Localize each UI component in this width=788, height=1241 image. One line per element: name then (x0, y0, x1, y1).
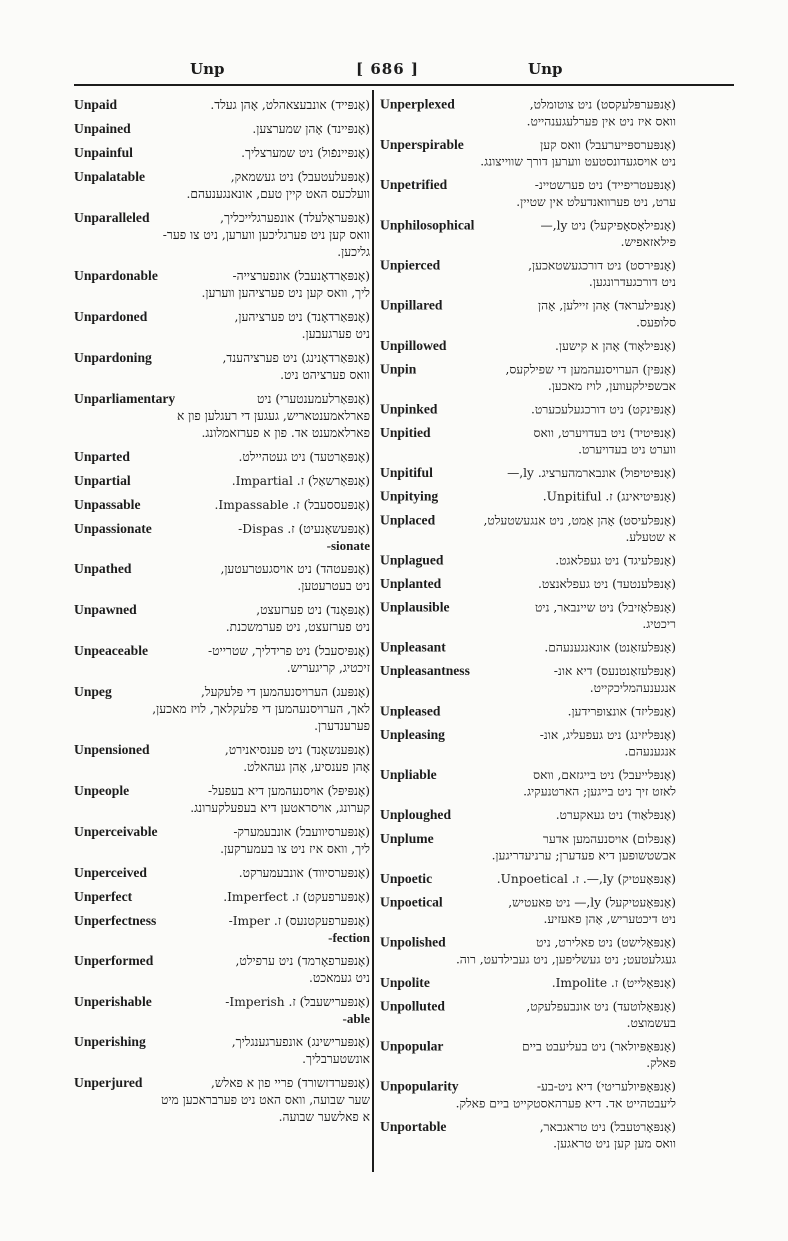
entry-first-line (74, 823, 370, 841)
entry-gloss: (אָנפּאָפּיולאר) ניט בעליעבט ביים (522, 1039, 676, 1054)
dictionary-entry (74, 741, 370, 776)
entry-first-line (380, 96, 676, 114)
entry-first-line (74, 308, 370, 326)
entry-first-line (74, 601, 370, 619)
entry-gloss: (אָנפּאָלייט) ז. Impolite. (551, 976, 676, 990)
entry-gloss: (אָנפּיפּל) אויסנעהמען דיא בעפעל- (208, 784, 370, 798)
entry-first-line (74, 560, 370, 578)
entry-gloss: (אָנפּאָעטיק) ly,—. ז. Unpoetical. (496, 872, 676, 886)
entry-first-line (74, 952, 370, 970)
dictionary-entry (74, 782, 370, 817)
entry-gloss: (אָנפּערפעקטנעס) ז. Imper- (228, 914, 370, 928)
dictionary-entry (74, 520, 370, 554)
dictionary-entry (74, 96, 370, 114)
running-head-right: Unp (528, 60, 563, 78)
headword: Unpillowed (380, 338, 447, 353)
entry-definition-line: פאלק. (646, 1056, 676, 1071)
dictionary-entry (74, 308, 370, 343)
entry-gloss: (אָנפּעלעטעבל) ניט געשמאק, (230, 170, 370, 184)
entry-definition-line: ניט דורכגעדרונגען. (588, 275, 676, 290)
dictionary-entry (380, 974, 676, 992)
entry-definition-line: לאך, הערויסנעהמען די פלעקלאך, לויז מאכען, (152, 702, 370, 716)
dictionary-entry (380, 464, 676, 482)
entry-first-line (74, 168, 370, 186)
entry-gloss: (אָנפּיסעבל) ניט פרידליך, שטרייט- (208, 644, 370, 658)
entry-first-line (380, 337, 676, 355)
entry-definition-line: ליך, וואס איז ניט צו בעמערקען. (220, 842, 370, 856)
dictionary-entry (380, 96, 676, 130)
entry-gloss: (אָנפּלאַוד) ניט געאקערט. (555, 808, 676, 823)
entry-first-line (380, 830, 676, 848)
entry-gloss: (אָנפּערספּייערעבל) וואס קען (540, 138, 676, 152)
entry-gloss: (אָנפּאָלישט) ניט פאלירט, ניט (536, 935, 676, 950)
entry-definition-line: ליעבטהייט אד. דיא פערהאסטקייט ביים פאלק. (455, 1096, 676, 1111)
entry-gloss: (אָנפּאָעטיקעל) ly,— ניט פאעטיש, (508, 895, 676, 910)
entry-gloss: (אָנפּאַרדאָנד) ניט פערציהען, (234, 310, 370, 324)
headword: Unpliable (380, 767, 437, 782)
dictionary-entry (380, 424, 676, 458)
entry-definition-line: אָהן פענסיע, אָהן געהאלט. (243, 760, 370, 774)
dictionary-entry (74, 1074, 370, 1126)
headword: Unplume (380, 831, 434, 846)
entry-first-line (380, 361, 676, 379)
entry-definition-line: פילאזאפיש. (620, 235, 676, 249)
dictionary-entry (380, 512, 676, 546)
entry-first-line (74, 120, 370, 138)
dictionary-entry (74, 267, 370, 302)
entry-gloss: (אָנפּיינפֿול) ניט שמערצליך. (241, 146, 370, 160)
entry-definition-line: אונשטערבליך. (302, 1052, 370, 1066)
headword: Unperishable (74, 994, 152, 1009)
headword: Unpitying (380, 488, 439, 504)
entry-first-line (380, 424, 676, 442)
dictionary-entry (380, 401, 676, 419)
entry-gloss: (אָנפּיטיפול) אונבארמהערציג. ly,— (507, 466, 676, 481)
headword: Unpardoning (74, 350, 152, 365)
entry-first-line (380, 870, 676, 888)
entry-gloss: (אָנפילאָסאָפיקעל) ניט ly,— (540, 218, 676, 233)
headword: Unpillared (380, 297, 443, 313)
entry-gloss: (אָנפּלייעבל) ניט בייגזאם, וואס (533, 768, 676, 782)
dictionary-entry (380, 998, 676, 1032)
entry-gloss: (אָנפּאָפּיולעריטי) דיא ניט-בע- (536, 1079, 676, 1094)
entry-first-line (74, 520, 370, 538)
entry-definition-line: געגלעטעט; ניט געשליפען, ניט געבילדעט, רוה. (455, 952, 676, 967)
dictionary-entry (380, 337, 676, 355)
entry-first-line (74, 912, 370, 930)
entry-first-line (380, 934, 676, 952)
entry-first-line (74, 1033, 370, 1051)
headword: Unpardonable (74, 268, 158, 283)
entry-first-line (380, 639, 676, 657)
headword: Unploughed (380, 807, 452, 823)
headword: Unpainful (74, 145, 133, 160)
dictionary-entry (380, 552, 676, 570)
dictionary-entry (74, 993, 370, 1027)
entry-definition-line: פארלאמענטאריש, געגען די רעגלען פון א (176, 409, 370, 423)
dictionary-entry (380, 257, 676, 291)
dictionary-entry (74, 472, 370, 490)
entry-first-line (74, 448, 370, 466)
entry-gloss: (אָנפּליזד) אונצופרידען. (567, 704, 676, 719)
entry-definition-line: זיכטיג, קריגעריש. (286, 661, 370, 675)
entry-first-line (380, 1038, 676, 1056)
entry-first-line (74, 888, 370, 906)
entry-first-line (380, 1078, 676, 1096)
column-divider (372, 90, 374, 1172)
entry-definition-line: שער שבועה, וואס האט ניט פערבראכען מיט (160, 1093, 370, 1107)
entry-definition-line: ליך, וואס קען ניט פערציהען ווערען. (201, 286, 370, 300)
dictionary-entry (380, 488, 676, 506)
entry-gloss: (אָנפּיטיאינג) ז. Unpitiful. (542, 489, 676, 504)
dictionary-entry (380, 726, 676, 760)
headword: Unpetrified (380, 177, 448, 193)
entry-definition-line: ניט פערזעצט, ניט פערמשכנת. (225, 620, 370, 634)
dictionary-entry (380, 599, 676, 633)
headword: Unpleased (380, 703, 441, 719)
entry-first-line (74, 782, 370, 800)
entry-first-line (380, 401, 676, 419)
entry-first-line (380, 894, 676, 912)
dictionary-entry (380, 934, 676, 968)
entry-gloss: (אָנפּילאָוד) אָהן א קישען. (555, 339, 676, 353)
headword: Unphilosophical (380, 217, 475, 233)
entry-first-line (380, 176, 676, 194)
entry-gloss: (אָנפּיטיד) ניט בעדויערט, וואס (533, 426, 676, 440)
entry-first-line (74, 1074, 370, 1092)
entry-gloss: (אָנפּילעראד) אָהן זיילען, אָהן (538, 298, 676, 313)
entry-first-line (380, 807, 676, 825)
entry-definition-line: גליכען. (337, 245, 370, 259)
entry-first-line (74, 496, 370, 514)
entry-first-line (74, 683, 370, 701)
entry-first-line (380, 662, 676, 680)
dictionary-entry (74, 888, 370, 906)
headword: Unpawned (74, 602, 137, 617)
entry-gloss: (אָנפּערפּלעקסט) ניט צוטומלט, (529, 97, 676, 112)
dictionary-entry (74, 952, 370, 987)
headword: Unpaid (74, 97, 118, 112)
entry-gloss: (אָנפּאַרדאָנעבל) אונפערצייה- (232, 269, 370, 283)
entry-gloss: (אָנפּאָרטעבל) ניט טראגבאר, (539, 1120, 676, 1134)
headword: Unperfectness (74, 913, 157, 928)
entry-first-line (74, 349, 370, 367)
dictionary-entry (74, 390, 370, 442)
dictionary-entry (380, 870, 676, 888)
entry-definition-line: ניט געמאכט. (308, 971, 370, 985)
headword: Unpleasantness (380, 663, 470, 679)
entry-gloss: (אָנפּערסיווד) אונבעמערקט. (238, 866, 370, 880)
running-head-left: Unp (190, 60, 225, 78)
entry-gloss: (אָנפּלום) אויסנעהמען אדער (542, 831, 676, 846)
entry-first-line (74, 472, 370, 490)
headword: Unpalatable (74, 169, 146, 184)
dictionary-entry (74, 683, 370, 735)
entry-gloss: (אָנפּאַרטעד) ניט געטהיילט. (238, 450, 370, 464)
dictionary-entry (380, 136, 676, 170)
entry-first-line (380, 257, 676, 275)
headword: Unpartial (74, 473, 131, 488)
headword: Unpopularity (380, 1078, 459, 1094)
headword: Unpitiful (380, 465, 433, 481)
headword: Unperjured (74, 1075, 143, 1090)
entry-first-line (380, 599, 676, 617)
entry-definition-line: ניט בעטרעטען. (297, 579, 370, 593)
entry-first-line (74, 267, 370, 285)
entry-definition-line: וואס מען קען ניט טראגען. (553, 1136, 676, 1151)
entry-gloss: (אָנפּאָלוטעד) ניט אונבעפלעקט, (526, 999, 676, 1014)
entry-first-line (380, 1118, 676, 1136)
entry-gloss: (אָנפּערפעקט) ז. Imperfect. (223, 890, 370, 904)
headword: Unplausible (380, 599, 450, 615)
entry-definition-line: בעשמוצט. (626, 1016, 676, 1030)
headword: Unplaced (380, 512, 436, 528)
dictionary-entry (74, 120, 370, 138)
entry-first-line (74, 96, 370, 114)
entry-gloss: (אָנפּעראַלעלד) אונפערגלייכליך, (220, 211, 370, 225)
entry-definition-line: ניט פערגעבען. (301, 327, 370, 341)
headword: Unpierced (380, 257, 441, 273)
headword: Unpoetic (380, 871, 433, 886)
dictionary-entry (380, 217, 676, 251)
entry-gloss: (אָנפּירסט) ניט דורכגעשטאכען, (528, 258, 676, 273)
entry-definition-line: ערט, ניט פערוואנדעלט אין שטיין. (516, 194, 676, 209)
right-column (380, 96, 676, 1158)
dictionary-entry (74, 864, 370, 882)
headword: Unperplexed (380, 96, 455, 112)
entry-first-line (380, 726, 676, 744)
entry-gloss: (אָנפּערישעבל) ז. Imperish- (225, 995, 370, 1009)
dictionary-entry (380, 176, 676, 210)
dictionary-entry (380, 361, 676, 395)
dictionary-entry (74, 912, 370, 946)
entry-first-line (380, 217, 676, 235)
entry-first-line (74, 741, 370, 759)
entry-gloss: (אָנפּאַרשאַל) ז. Impartial. (231, 474, 370, 488)
entry-gloss: (אָנפּערסיוועבל) אונבעמערק- (233, 825, 370, 839)
headword: Unpassable (74, 497, 141, 512)
entry-first-line (380, 512, 676, 530)
cross-reference-continuation: -sionate (326, 538, 370, 553)
headword: Unpensioned (74, 742, 150, 757)
headword: Unpeople (74, 783, 130, 798)
entry-gloss: (אָנפּעג) הערויסנעהמען די פלעקעל, (201, 685, 370, 699)
entry-gloss: (אָנפּלעיגד) ניט געפלאגט. (555, 553, 676, 568)
entry-first-line (380, 998, 676, 1016)
headword: Unpassionate (74, 521, 152, 536)
entry-gloss: (אָנפּערפאָרמד) ניט ערפילט, (235, 954, 370, 968)
entry-definition-line: קערונג, אויסראטען דיא בעפעלקערונג. (190, 801, 370, 815)
entry-gloss: (אָנפּעטהד) ניט אויסגעטרעטען, (220, 562, 370, 576)
dictionary-entry (380, 807, 676, 825)
entry-gloss: (אָנפּיינד) אָהן שמערצען. (252, 122, 370, 136)
entry-definition-line: וועלכעס האט קיין טעם, אונאנגענעהם. (186, 187, 370, 201)
entry-definition-line: אנגענעהמליכקייט. (589, 681, 676, 695)
entry-gloss: (אָנפּאַרלעמענטערי) ניט (257, 392, 370, 406)
entry-definition-line: אבשפילקעווען, לויז מאכען. (547, 379, 676, 393)
dictionary-entry (74, 349, 370, 384)
dictionary-entry (380, 1078, 676, 1112)
entry-gloss: (אָנפּליזינג) ניט געפעליג, אונ- (539, 728, 676, 742)
headword: Unperformed (74, 953, 154, 968)
headword: Unparted (74, 449, 130, 464)
dictionary-entry (74, 168, 370, 203)
headword: Unpopular (380, 1038, 444, 1054)
entry-first-line (380, 575, 676, 593)
entry-first-line (380, 552, 676, 570)
dictionary-entry (380, 297, 676, 331)
entry-definition-line: ניט דיכטעריש, אָהן פאעזיע. (543, 912, 676, 927)
header-rule (74, 84, 734, 86)
entry-first-line (74, 390, 370, 408)
entry-gloss: (אָנפּין) הערויסנעהמען די שפילקעס, (505, 362, 676, 377)
headword: Unperfect (74, 889, 133, 904)
headword: Unperceived (74, 865, 147, 880)
entry-definition-line: ריכטיג. (642, 617, 676, 632)
entry-first-line (380, 136, 676, 154)
entry-gloss: (אָנפּעטריפייד) ניט פערשטיינ- (534, 178, 676, 193)
entry-gloss: (אָנפּאַרדאָנינג) ניט פערציהענד, (222, 351, 370, 365)
dictionary-entry (380, 662, 676, 696)
entry-definition-line: אנגענעהם. (624, 744, 676, 759)
entry-definition-line: ווערט ניט בעדויערט. (578, 442, 676, 457)
entry-gloss: (אָנפּערישינג) אונפערגענגליך, (231, 1035, 370, 1049)
dictionary-entry (380, 830, 676, 864)
entry-gloss: (אָנפּינקט) ניט דורכגעלעכערט. (530, 402, 676, 417)
headword: Unplanted (380, 576, 442, 591)
entry-first-line (380, 464, 676, 482)
dictionary-entry (74, 601, 370, 636)
entry-gloss: (אָנפּלעזאַנטנעס) דיא אונ- (553, 664, 676, 679)
dictionary-entry (74, 560, 370, 595)
dictionary-entry (380, 1038, 676, 1072)
dictionary-entry (380, 703, 676, 721)
headword: Unpardoned (74, 309, 148, 324)
entry-gloss: (אָנפּלעזאַנט) אונאנגענעהם. (544, 640, 676, 655)
entry-definition-line: ניט אויסגעדונסטעט ווערען דורך שווייצונג. (480, 154, 676, 169)
entry-first-line (380, 766, 676, 784)
dictionary-entry (380, 894, 676, 928)
page-number: [ 686 ] (356, 60, 419, 78)
headword: Unpeaceable (74, 643, 149, 658)
entry-definition-line: א פאלשער שבועה. (278, 1110, 370, 1124)
entry-definition-line: וואס איז ניט אין פערלעגענהייט. (526, 114, 676, 129)
headword: Unpinked (380, 401, 438, 417)
entry-gloss: (אָנפּאָנד) ניט פערזעצט, (256, 603, 370, 617)
entry-definition-line: וואס פערציהט ניט. (280, 368, 370, 382)
headword: Unpolite (380, 975, 430, 990)
dictionary-entry (74, 1033, 370, 1068)
entry-first-line (74, 864, 370, 882)
dictionary-entry (380, 575, 676, 593)
headword: Unpleasing (380, 727, 445, 742)
entry-first-line (74, 144, 370, 162)
headword: Unpitied (380, 425, 431, 440)
cross-reference-continuation: -fection (328, 930, 370, 945)
dictionary-entry (74, 448, 370, 466)
entry-gloss: (אָנפּערדזשורד) פריי פון א פאלש, (211, 1076, 370, 1090)
headword: Unplagued (380, 552, 444, 568)
entry-definition-line: וואס קען ניט פערגליכען ווערען, ניט צו פער- (162, 228, 370, 242)
entry-gloss: (אָנפּלענטעד) ניט געפלאנצט. (537, 577, 676, 591)
headword: Unparalleled (74, 210, 150, 225)
entry-gloss: (אָנפּענשאָנד) ניט פענסיאנירט, (224, 743, 370, 757)
entry-definition-line: לאזט זיך ניט בייגען; הארטנעקיג. (523, 784, 676, 799)
entry-first-line (74, 642, 370, 660)
entry-gloss: (אָנפּלאָזיבל) ניט שיינבאר, ניט (534, 600, 676, 615)
headword: Unpolluted (380, 998, 445, 1014)
headword: Unpained (74, 121, 131, 136)
entry-first-line (74, 993, 370, 1011)
dictionary-entry (380, 1118, 676, 1152)
headword: Unperspirable (380, 137, 464, 152)
entry-first-line (380, 703, 676, 721)
dictionary-entry (380, 639, 676, 657)
headword: Unpeg (74, 684, 112, 699)
headword: Unpolished (380, 934, 446, 950)
entry-first-line (74, 209, 370, 227)
entry-first-line (380, 488, 676, 506)
headword: Unparliamentary (74, 391, 176, 406)
entry-definition-line: פערענדערן. (314, 719, 370, 733)
entry-definition-line: סלופעס. (636, 315, 676, 330)
dictionary-entry (74, 209, 370, 261)
dictionary-entry (74, 496, 370, 514)
entry-gloss: (אָנפּלעיסט) אָהן אַמט, ניט אנגעשטעלט, (483, 513, 676, 528)
entry-definition-line: אבשטשופען דיא פעדערן; ערניעדריגען. (491, 848, 676, 863)
headword: Unportable (380, 1119, 447, 1134)
headword: Unpathed (74, 561, 132, 576)
entry-definition-line: א שטעלע. (625, 530, 676, 544)
headword: Unperishing (74, 1034, 146, 1049)
headword: Unpoetical (380, 894, 443, 910)
headword: Unpin (380, 361, 417, 377)
entry-first-line (380, 974, 676, 992)
dictionary-entry (74, 823, 370, 858)
dictionary-entry (380, 766, 676, 800)
entry-gloss: (אָנפּעססעבל) ז. Impassable. (214, 498, 370, 512)
dictionary-entry (74, 144, 370, 162)
headword: Unpleasant (380, 639, 446, 655)
entry-gloss: (אָנפּעשאָנעיט) ז. Dispas- (238, 522, 370, 536)
entry-gloss: (אָנפּייד) אונבעצאהלט, אָהן געלד. (210, 98, 370, 112)
dictionary-entry (74, 642, 370, 677)
entry-first-line (380, 297, 676, 315)
entry-definition-line: פארלאמענט אד. פון א פערזאמלונג. (201, 426, 370, 440)
headword: Unperceivable (74, 824, 158, 839)
left-column (74, 96, 370, 1132)
cross-reference-continuation: -able (342, 1011, 370, 1026)
